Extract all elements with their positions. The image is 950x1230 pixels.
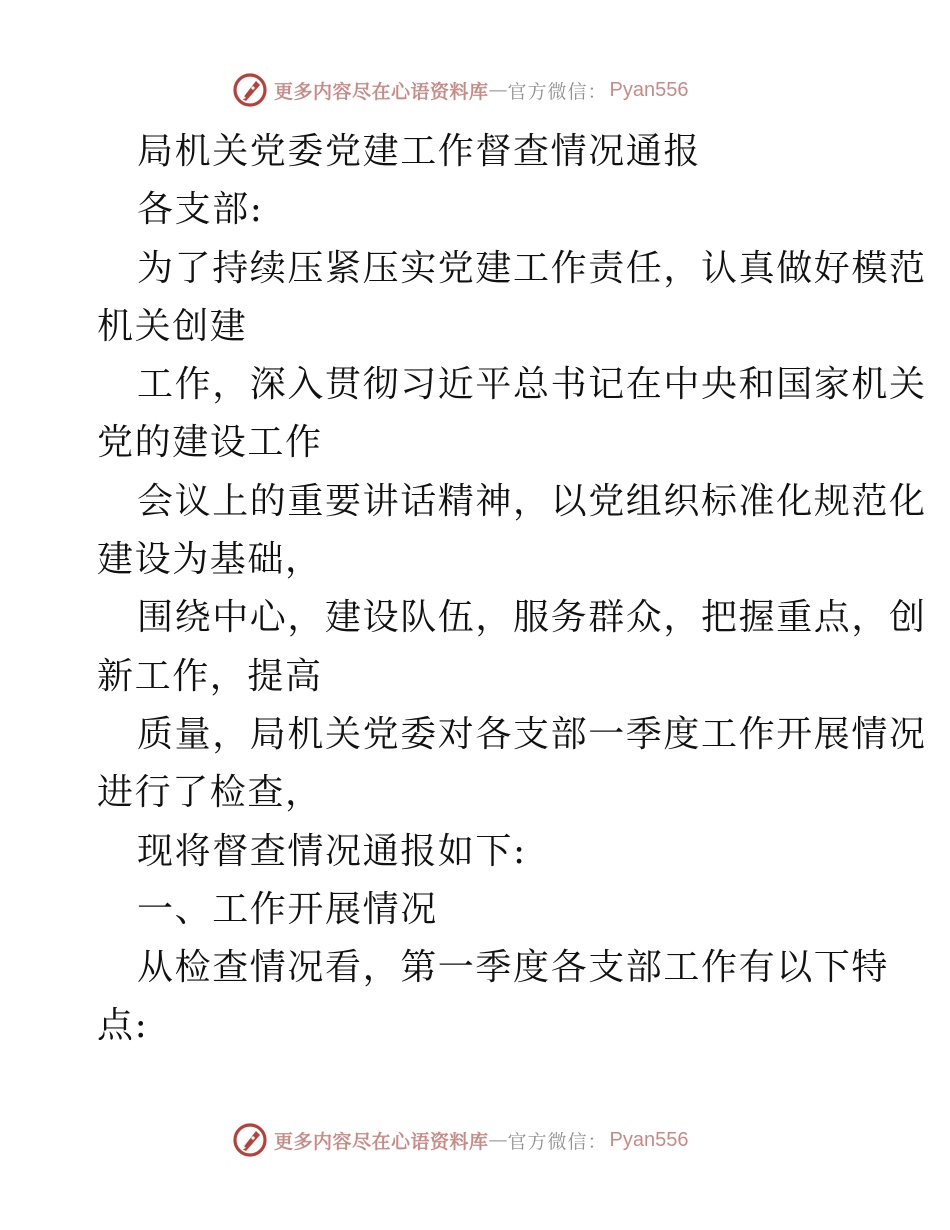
pen-nib-logo-icon xyxy=(232,1122,268,1158)
watermark-wechat-id: Pyan556 xyxy=(609,78,689,101)
watermark-footer xyxy=(232,1120,689,1160)
section-heading: 一、工作开展情况 xyxy=(137,888,438,930)
document-body xyxy=(97,123,927,1056)
watermark-header xyxy=(232,70,689,110)
watermark-label: 官方微信： xyxy=(507,80,608,103)
watermark-dash: — xyxy=(488,79,508,101)
watermark-wechat-id: Pyan556 xyxy=(609,1128,689,1151)
paragraph-line: 质量，局机关党委对各支部一季度工作开展情况 xyxy=(137,713,927,755)
paragraph-line: 围绕中心，建设队伍，服务群众，把握重点，创 xyxy=(137,597,927,639)
paragraph-line: 为了持续压紧压实党建工作责任，认真做好模范 xyxy=(137,247,927,289)
watermark-label: 官方微信： xyxy=(507,1130,608,1153)
paragraph-line: 会议上的重要讲话精神，以党组织标准化规范化 xyxy=(137,480,927,522)
watermark-brand: 更多内容尽在心语资料库 xyxy=(274,80,489,103)
paragraph-line: 新工作，提高 xyxy=(97,655,323,697)
paragraph-line: 进行了检查， xyxy=(97,772,323,814)
watermark-brand: 更多内容尽在心语资料库 xyxy=(274,1130,489,1153)
pen-nib-logo-icon xyxy=(232,72,268,108)
paragraph-line: 现将督查情况通报如下: xyxy=(137,830,527,872)
paragraph-line: 机关创建 xyxy=(97,305,248,347)
paragraph-line: 建设为基础， xyxy=(97,539,323,581)
paragraph-line: 工作，深入贯彻习近平总书记在中央和国家机关 xyxy=(137,364,927,406)
paragraph-line: 点: xyxy=(97,1005,149,1047)
watermark-dash: — xyxy=(488,1129,508,1151)
document-title: 局机关党委党建工作督查情况通报 xyxy=(137,131,702,172)
paragraph-line: 从检查情况看，第一季度各支部工作有以下特 xyxy=(137,947,890,989)
salutation: 各支部: xyxy=(137,189,264,231)
paragraph-line: 党的建设工作 xyxy=(97,422,323,464)
